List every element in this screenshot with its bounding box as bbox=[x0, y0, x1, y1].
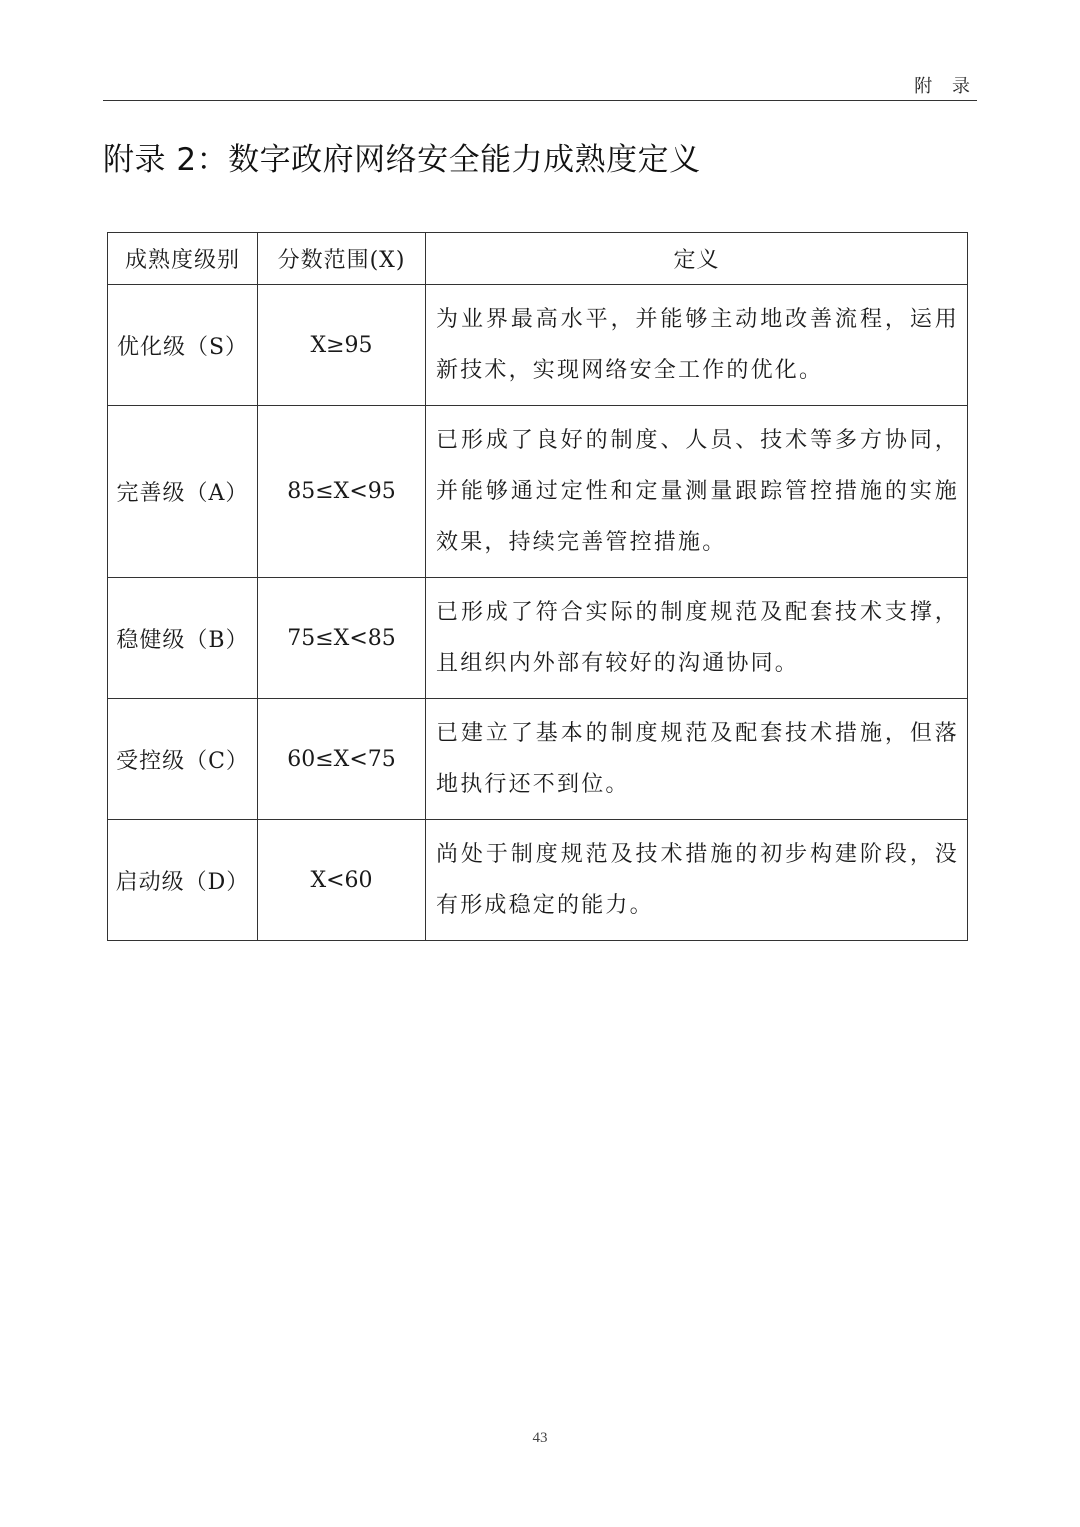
score-range-cell: 75≤X<85 bbox=[258, 578, 426, 699]
table-row bbox=[108, 406, 968, 578]
table-row bbox=[108, 578, 968, 699]
definition-cell: 尚处于制度规范及技术措施的初步构建阶段，没有形成稳定的能力。 bbox=[426, 820, 968, 941]
definition-cell: 为业界最高水平，并能够主动地改善流程，运用新技术，实现网络安全工作的优化。 bbox=[426, 285, 968, 406]
score-range-cell: 85≤X<95 bbox=[258, 406, 426, 578]
column-header-definition: 定义 bbox=[426, 233, 968, 285]
table-row bbox=[108, 699, 968, 820]
table-row bbox=[108, 285, 968, 406]
page-number: 43 bbox=[532, 1430, 548, 1446]
level-cell: 启动级（D） bbox=[108, 820, 258, 941]
score-range-cell: X<60 bbox=[258, 820, 426, 941]
level-cell: 完善级（A） bbox=[108, 406, 258, 578]
definition-cell: 已建立了基本的制度规范及配套技术措施，但落地执行还不到位。 bbox=[426, 699, 968, 820]
level-cell: 优化级（S） bbox=[108, 285, 258, 406]
running-header bbox=[103, 68, 977, 101]
table-header-row bbox=[108, 233, 968, 285]
level-cell: 稳健级（B） bbox=[108, 578, 258, 699]
column-header-range: 分数范围(X) bbox=[258, 233, 426, 285]
score-range-cell: 60≤X<75 bbox=[258, 699, 426, 820]
score-range-cell: X≥95 bbox=[258, 285, 426, 406]
maturity-definition-table bbox=[107, 232, 968, 941]
level-cell: 受控级（C） bbox=[108, 699, 258, 820]
page-title: 附录 2：数字政府网络安全能力成熟度定义 bbox=[103, 142, 701, 178]
definition-cell: 已形成了良好的制度、人员、技术等多方协同，并能够通过定性和定量测量跟踪管控措施的实施效果，持续完善管控措施。 bbox=[426, 406, 968, 578]
column-header-level: 成熟度级别 bbox=[108, 233, 258, 285]
running-header-label: 附 录 bbox=[914, 76, 977, 97]
table-row bbox=[108, 820, 968, 941]
definition-cell: 已形成了符合实际的制度规范及配套技术支撑，且组织内外部有较好的沟通协同。 bbox=[426, 578, 968, 699]
